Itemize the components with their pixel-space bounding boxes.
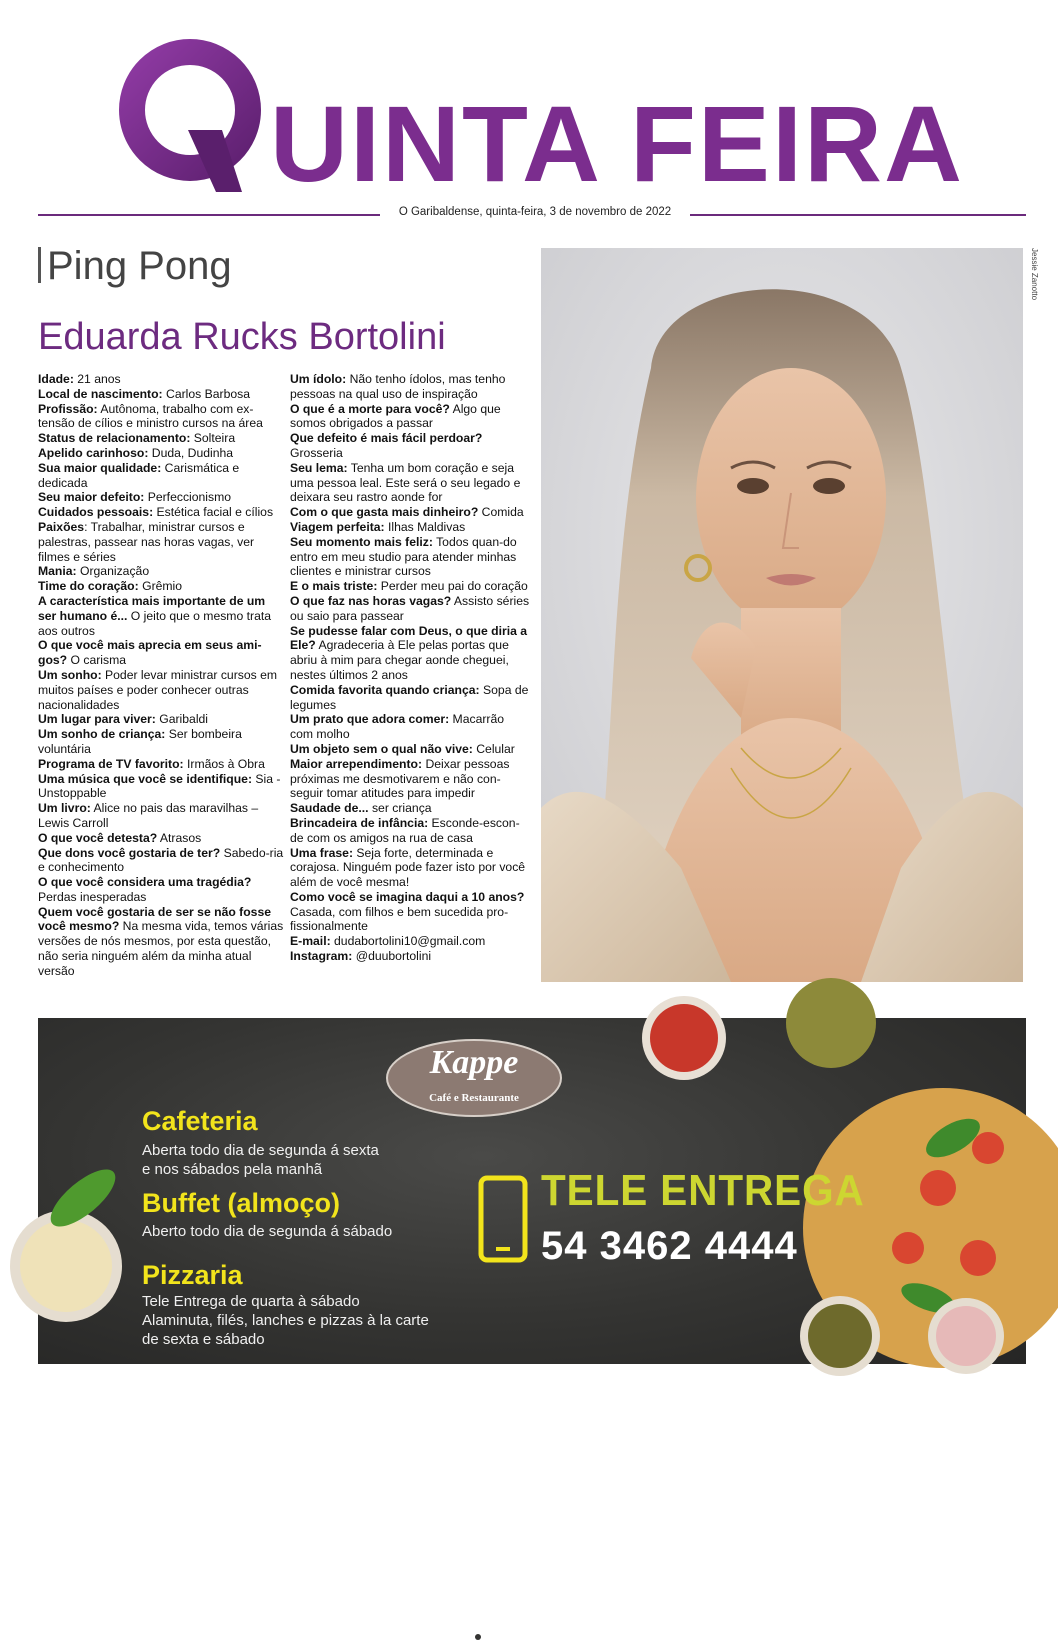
qa-answer: Ser bombeira voluntária [38,727,242,756]
qa-answer: Sia - Unstoppable [38,771,281,801]
qa-question: Paixões [38,519,85,534]
qa-item [38,801,284,831]
qa-item [290,594,530,624]
location-pin-icon [470,1629,486,1651]
qa-item [38,520,284,564]
qa-item [38,372,284,387]
qa-answer: Assisto séries ou saio para passear [290,593,530,623]
qa-answer: Celular [472,741,515,756]
qa-answer: Casada, com filhos e bem sucedida pro-fissionalmente [290,904,509,934]
qa-question: Como você se imagina daqui a 10 anos? [290,889,525,904]
cafeteria-text-2: e nos sábados pela manhã [142,1161,323,1178]
qa-answer: Esconde-escon-de com os amigos na rua de casa [290,815,520,845]
qa-answer: Na mesma vida, temos várias versões de nós mesmos, por esta questão, não seria ninguém além da minha atual versão [38,919,284,978]
tele-entrega-label: TELE ENTREGA [541,1166,865,1215]
qa-answer: O jeito que o mesmo trata aos outros [38,608,272,638]
qa-question: Seu maior defeito: [38,490,145,505]
qa-question: Profissão: [38,401,98,416]
qa-question: Instagram: [290,949,353,964]
logo-name: Kappe [429,1044,519,1081]
interviewee-name: Eduarda Rucks Bortolini [38,316,446,358]
qa-item [38,387,284,402]
pizzaria-text-1: Tele Entrega de quarta à sábado [142,1293,360,1310]
qa-question: A característica mais importante de um ser humano é... [38,593,266,623]
qa-item [290,505,530,520]
qa-question: Um sonho: [38,667,102,682]
qa-question: Programa de TV favorito: [38,756,184,771]
qa-answer: Tenha um bom coração e seja uma pessoa leal. Este será o seu legado e deixara seu rastro aonde for [290,460,521,505]
qa-answer: O carisma [67,653,127,668]
qa-answer: @duubortolini [352,949,432,964]
qa-question: Uma frase: [290,845,353,860]
qa-column-1 [38,372,284,979]
instagram-handle: @kappedommaurino [106,1633,255,1650]
quinta-q-logo [118,32,278,192]
qa-answer: ser criança [368,801,432,816]
qa-item [38,757,284,772]
qa-answer: Sopa de legumes [290,682,529,712]
qa-question: O que faz nas horas vagas? [290,593,452,608]
qa-answer: Macarrão com molho [290,712,505,742]
qa-answer: Todos quan-do entro em meu studio para atender minhas clientes e ministrar cursos [290,534,517,579]
qa-question: Sua maior qualidade: [38,460,162,475]
masthead-title: UINTA FEIRA [270,83,964,204]
qa-question: Um sonho de criança: [38,727,166,742]
whatsapp-number: 54 3462 6654 [326,1633,418,1650]
qa-answer: Ilhas Maldivas [384,519,466,534]
qa-item [38,638,284,668]
qa-item [290,431,530,461]
qa-answer: Solteira [190,431,236,446]
qa-item [38,505,284,520]
qa-item [38,431,284,446]
smartphone-icon [478,1175,528,1263]
qa-answer: Poder levar ministrar cursos em muitos países e poder conhecer outras nacionalidades [38,667,278,712]
qa-answer: : Trabalhar, ministrar cursos e palestras, passear nas horas vagas, ver filmes e séries [38,519,255,564]
qa-question: Seu lema: [290,460,348,475]
qa-item [38,727,284,757]
qa-answer: Perder meu pai do coração [377,579,528,594]
qa-item [38,905,284,979]
qa-question: Um livro: [38,801,91,816]
pizzaria-text-2: Alaminuta, filés, lanches e pizzas à la carte [142,1312,429,1329]
qa-answer: Deixar pessoas próximas me desmotivarem e não con-seguir tomar atitudes para impedir [290,756,510,801]
qa-item [38,668,284,712]
qa-question: E-mail: [290,934,331,949]
qa-question: Um ídolo: [290,372,347,386]
qa-question: O que você detesta? [38,830,158,845]
qa-item [38,490,284,505]
qa-answer: Carlos Barbosa [162,386,251,401]
qa-item [38,579,284,594]
qa-answer: Sabedo-ria e conhecimento [38,845,284,875]
qa-answer: Irmãos à Obra [183,756,265,771]
qa-question: Que dons você gostaria de ter? [38,845,221,860]
qa-question: Local de nascimento: [38,386,163,401]
qa-item [38,875,284,905]
buffet-text: Aberto todo dia de segunda á sábado [142,1223,393,1240]
qa-item [38,594,284,638]
qa-column-2 [290,372,530,964]
kappe-advertisement [38,1018,1026,1650]
qa-question: Viagem perfeita: [290,519,385,534]
qa-question: Um prato que adora comer: [290,712,450,727]
qa-answer: Garibaldi [155,712,209,727]
qa-answer: Atrasos [157,830,202,845]
qa-answer: Autônoma, trabalho com ex-tensão de cílios e ministro cursos na área [38,401,263,431]
qa-question: Time do coração: [38,579,139,594]
qa-item [38,772,284,802]
whatsapp-icon [296,1631,316,1651]
qa-question: Se pudesse falar com Deus, o que diria a Ele? [290,623,528,653]
cafeteria-text-1: Aberta todo dia de segunda á sexta [142,1142,379,1159]
delivery-phone: 54 3462 4444 [541,1224,798,1268]
qa-item [290,890,530,934]
qa-question: Um objeto sem o qual não vive: [290,741,473,756]
qa-item [290,934,530,949]
qa-question: Cuidados pessoais: [38,505,154,520]
instagram-icon [80,1631,100,1651]
qa-item [290,742,530,757]
qa-question: Apelido carinhoso: [38,445,149,460]
qa-answer: Perfeccionismo [144,490,232,505]
photo-credit: Jessie Zanotto [1030,248,1039,301]
qa-item [290,846,530,890]
qa-question: Mania: [38,564,77,579]
qa-item [38,564,284,579]
qa-item [38,846,284,876]
qa-answer: Carismática e dedicada [38,460,240,490]
qa-item [38,402,284,432]
qa-item [290,757,530,801]
qa-item [290,461,530,505]
buffet-title: Buffet (almoço) [142,1188,340,1218]
qa-item [290,520,530,535]
qa-question: E o mais triste: [290,579,378,594]
qa-answer: dudabortolini10@gmail.com [330,934,486,949]
qa-question: O que é a morte para você? [290,401,450,416]
qa-item [290,372,530,402]
qa-question: Status de relacionamento: [38,431,191,446]
pizzaria-text-3: de sexta e sábado [142,1331,265,1348]
qa-item [290,949,530,964]
logo-subtitle: Café e Restaurante [429,1092,519,1104]
qa-answer: Seja forte, determinada e corajosa. Ninguém pode fazer isto por você além de você mesma! [290,845,526,890]
qa-answer: Estética facial e cílios [153,505,274,520]
qa-question: Seu momento mais feliz: [290,534,433,549]
qa-question: Saudade de... [290,801,369,816]
section-label: Ping Pong [47,244,232,288]
qa-question: Maior arrependimento: [290,756,423,771]
qa-question: Comida favorita quando criança: [290,682,480,697]
qa-question: Com o que gasta mais dinheiro? [290,505,479,520]
qa-question: O que você mais aprecia em seus ami-gos? [38,638,262,668]
qa-item [38,446,284,461]
qa-answer: Duda, Dudinha [148,445,234,460]
qa-item [290,402,530,432]
cafeteria-title: Cafeteria [142,1106,258,1136]
section-title [38,244,232,289]
qa-answer: Grêmio [138,579,183,594]
qa-item [290,579,530,594]
qa-answer: Organização [76,564,150,579]
qa-item [38,461,284,491]
qa-answer: Comida [478,505,524,520]
qa-answer: Não tenho ídolos, mas tenho pessoas na qual uso de inspiração [290,372,506,401]
qa-answer: Grosseria [290,445,343,460]
qa-item [38,831,284,846]
qa-answer: Algo que somos obrigados a passar [290,401,501,431]
qa-question: Idade: [38,372,74,386]
dateline: O Garibaldense, quinta-feira, 3 de novembro de 2022 [380,206,690,218]
qa-item [290,535,530,579]
qa-item [290,683,530,713]
masthead [38,28,1028,213]
qa-question: Que defeito é mais fácil perdoar? [290,431,483,446]
qa-item [290,624,530,683]
qa-answer: Alice no pais das maravilhas – Lewis Carroll [38,801,259,830]
qa-item [290,816,530,846]
restaurant-address: Av. Independência - Centro, Garibaldi [494,1633,760,1650]
qa-item [38,712,284,727]
qa-question: Uma música que você se identifique: [38,771,253,786]
qa-answer: Perdas inesperadas [38,889,147,904]
qa-answer: 21 anos [73,372,121,386]
qa-item [290,712,530,742]
portrait-photo [541,248,1023,982]
qa-question: Brincadeira de infância: [290,815,429,830]
pizzaria-title: Pizzaria [142,1260,243,1290]
qa-question: Quem você gostaria de ser se não fosse você mesmo? [38,904,272,934]
qa-question: Um lugar para viver: [38,712,156,727]
qa-answer: Agradeceria à Ele pelas portas que abriu à mim para chegar aonde cheguei, nestes últimos 2 anos [290,638,509,682]
qa-question: O que você considera uma tragédia? [38,875,252,890]
qa-item [290,801,530,816]
